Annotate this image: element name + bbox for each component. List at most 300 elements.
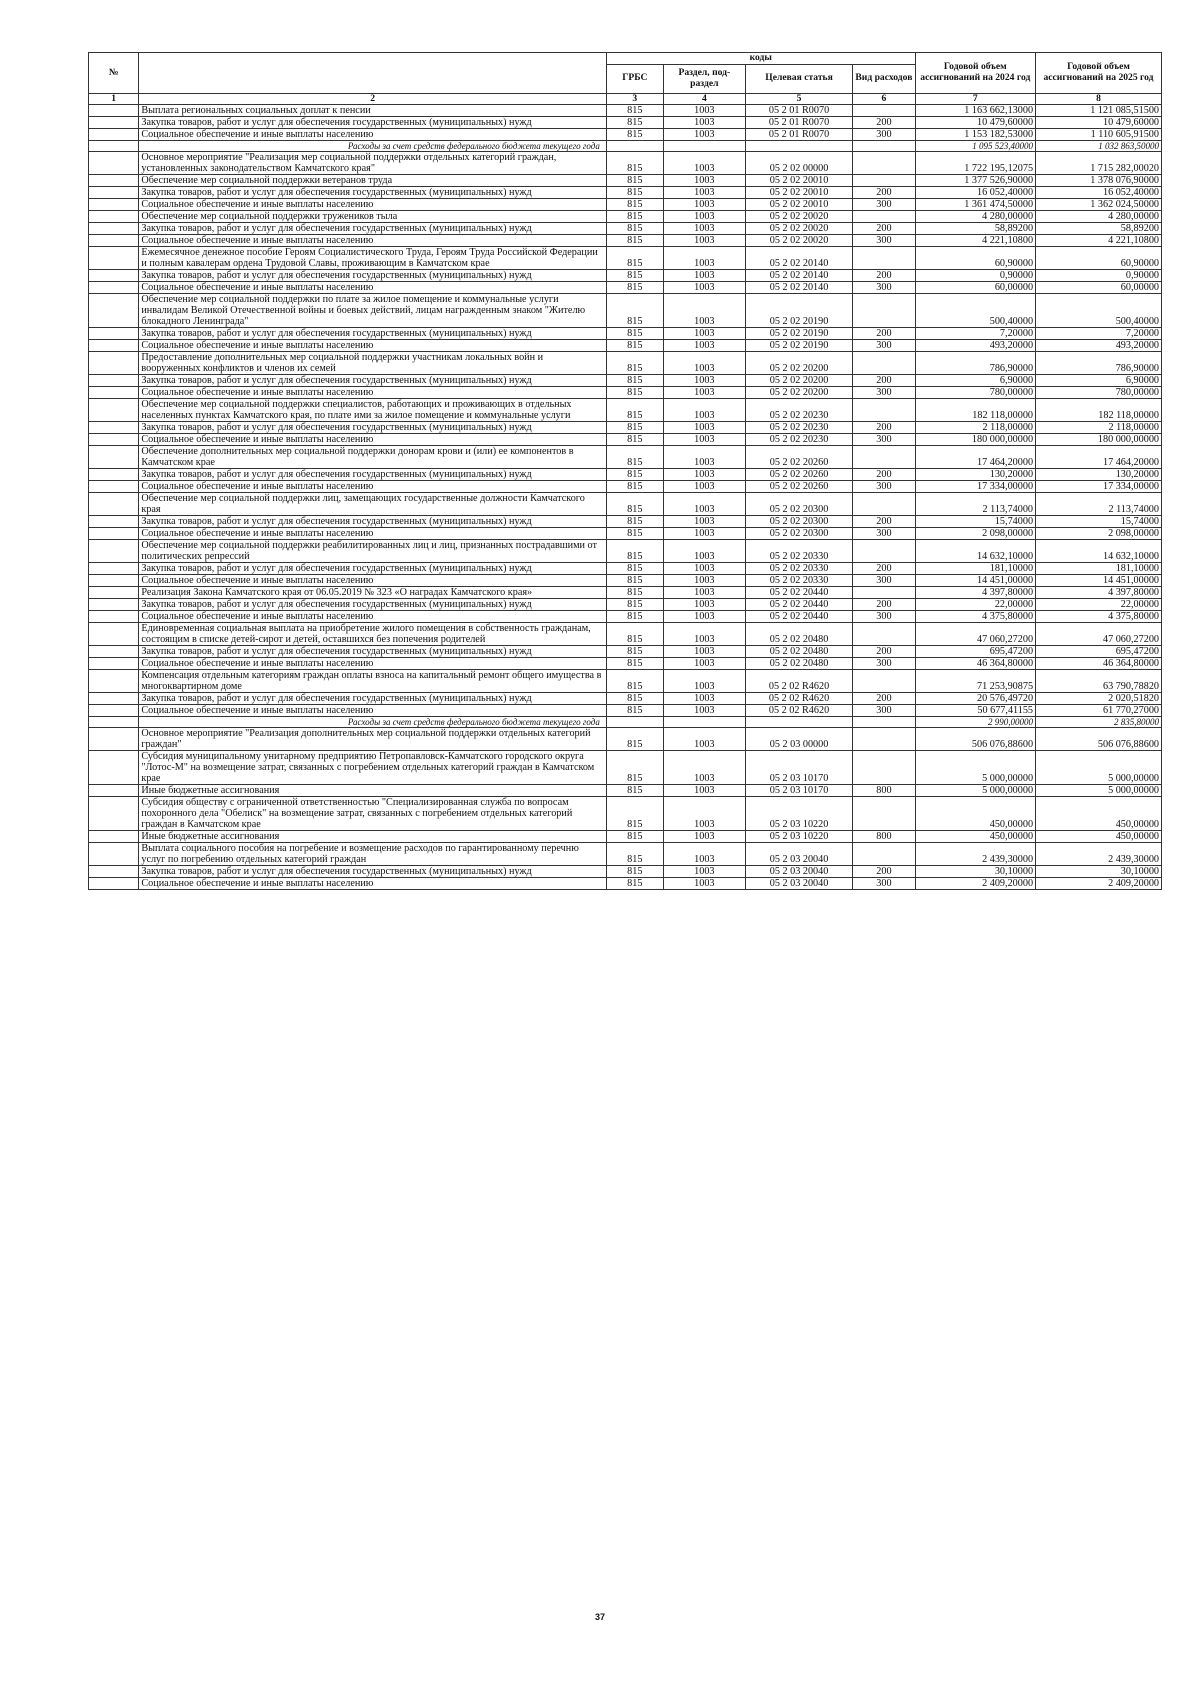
header-section: Раздел, под-раздел <box>663 64 745 93</box>
column-number: 7 <box>915 93 1035 105</box>
row-expense-type-cell <box>853 751 915 785</box>
header-codes: коды <box>606 53 915 65</box>
row-volume-2025-cell: 1 032 863,50000 <box>1036 141 1162 152</box>
row-name-cell: Закупка товаров, работ и услуг для обеспечения государственных (муниципальных) нужд <box>139 270 607 282</box>
row-expense-type-cell: 200 <box>853 563 915 575</box>
row-grbs-cell: 815 <box>606 399 663 422</box>
row-grbs-cell: 815 <box>606 493 663 516</box>
row-target-cell: 05 2 02 20440 <box>745 599 852 611</box>
row-volume-2025-cell: 63 790,78820 <box>1036 670 1162 693</box>
table-row <box>89 199 1162 211</box>
row-number-cell <box>89 270 139 282</box>
table-row <box>89 340 1162 352</box>
row-target-cell <box>745 717 852 728</box>
row-section-cell: 1003 <box>663 235 745 247</box>
row-expense-type-cell: 200 <box>853 328 915 340</box>
row-number-cell <box>89 328 139 340</box>
row-name-cell: Социальное обеспечение и иные выплаты населению <box>139 434 607 446</box>
row-section-cell: 1003 <box>663 693 745 705</box>
row-name-cell: Социальное обеспечение и иные выплаты населению <box>139 528 607 540</box>
table-row <box>89 105 1162 117</box>
row-grbs-cell: 815 <box>606 658 663 670</box>
column-number: 6 <box>853 93 915 105</box>
row-name-cell: Социальное обеспечение и иные выплаты населению <box>139 481 607 493</box>
row-number-cell <box>89 493 139 516</box>
row-section-cell: 1003 <box>663 387 745 399</box>
row-name-cell: Основное мероприятие "Реализация дополнительных мер социальной поддержки отдельных категорий граждан" <box>139 728 607 751</box>
column-number: 5 <box>745 93 852 105</box>
row-number-cell <box>89 646 139 658</box>
row-grbs-cell: 815 <box>606 693 663 705</box>
row-expense-type-cell: 200 <box>853 270 915 282</box>
row-volume-2025-cell: 2 835,80000 <box>1036 717 1162 728</box>
row-volume-2024-cell: 2 118,00000 <box>915 422 1035 434</box>
row-volume-2025-cell: 4 221,10800 <box>1036 235 1162 247</box>
row-section-cell: 1003 <box>663 446 745 469</box>
header-name <box>139 53 607 94</box>
budget-table <box>88 52 1162 890</box>
row-grbs-cell: 815 <box>606 446 663 469</box>
row-target-cell: 05 2 01 R0070 <box>745 129 852 141</box>
row-expense-type-cell <box>853 152 915 175</box>
row-target-cell: 05 2 02 20200 <box>745 375 852 387</box>
row-name-cell: Социальное обеспечение и иные выплаты населению <box>139 575 607 587</box>
row-section-cell: 1003 <box>663 282 745 294</box>
row-number-cell <box>89 469 139 481</box>
table-row <box>89 294 1162 328</box>
row-expense-type-cell: 800 <box>853 785 915 797</box>
column-number: 4 <box>663 93 745 105</box>
row-section-cell: 1003 <box>663 129 745 141</box>
table-row <box>89 587 1162 599</box>
row-volume-2024-cell: 4 280,00000 <box>915 211 1035 223</box>
row-volume-2024-cell: 2 113,74000 <box>915 493 1035 516</box>
row-expense-type-cell <box>853 717 915 728</box>
table-row <box>89 375 1162 387</box>
row-volume-2024-cell: 506 076,88600 <box>915 728 1035 751</box>
row-volume-2025-cell: 15,74000 <box>1036 516 1162 528</box>
row-number-cell <box>89 422 139 434</box>
table-row <box>89 152 1162 175</box>
row-number-cell <box>89 175 139 187</box>
table-row <box>89 646 1162 658</box>
row-expense-type-cell <box>853 843 915 866</box>
row-number-cell <box>89 599 139 611</box>
column-number-row <box>89 93 1162 105</box>
row-volume-2025-cell: 780,00000 <box>1036 387 1162 399</box>
row-number-cell <box>89 658 139 670</box>
row-volume-2024-cell: 71 253,90875 <box>915 670 1035 693</box>
row-section-cell: 1003 <box>663 211 745 223</box>
row-section-cell: 1003 <box>663 152 745 175</box>
row-name-cell: Закупка товаров, работ и услуг для обеспечения государственных (муниципальных) нужд <box>139 563 607 575</box>
row-volume-2025-cell: 450,00000 <box>1036 831 1162 843</box>
row-name-cell: Социальное обеспечение и иные выплаты населению <box>139 611 607 623</box>
row-grbs-cell: 815 <box>606 294 663 328</box>
row-grbs-cell: 815 <box>606 328 663 340</box>
row-volume-2024-cell: 60,90000 <box>915 247 1035 270</box>
row-target-cell: 05 2 02 20010 <box>745 199 852 211</box>
table-row <box>89 751 1162 785</box>
row-volume-2025-cell: 493,20000 <box>1036 340 1162 352</box>
row-grbs-cell: 815 <box>606 247 663 270</box>
row-expense-type-cell: 300 <box>853 658 915 670</box>
row-section-cell: 1003 <box>663 375 745 387</box>
column-number: 2 <box>139 93 607 105</box>
table-row <box>89 247 1162 270</box>
row-name-cell: Субсидия обществу с ограниченной ответственностью "Специализированная служба по вопросам похоронного дела "Обелиск" на возмещение затрат, связанных с погребением отдельных категорий граждан в Камчатском крае <box>139 797 607 831</box>
column-number: 8 <box>1036 93 1162 105</box>
row-name-cell: Социальное обеспечение и иные выплаты населению <box>139 340 607 352</box>
row-grbs-cell: 815 <box>606 540 663 563</box>
row-number-cell <box>89 375 139 387</box>
row-section-cell: 1003 <box>663 599 745 611</box>
row-grbs-cell: 815 <box>606 387 663 399</box>
table-row <box>89 599 1162 611</box>
row-volume-2024-cell: 14 632,10000 <box>915 540 1035 563</box>
row-volume-2025-cell: 46 364,80000 <box>1036 658 1162 670</box>
row-section-cell: 1003 <box>663 843 745 866</box>
row-volume-2025-cell: 4 397,80000 <box>1036 587 1162 599</box>
table-row <box>89 611 1162 623</box>
row-number-cell <box>89 516 139 528</box>
row-target-cell: 05 2 01 R0070 <box>745 105 852 117</box>
row-volume-2024-cell: 1 095 523,40000 <box>915 141 1035 152</box>
row-number-cell <box>89 105 139 117</box>
row-grbs-cell: 815 <box>606 646 663 658</box>
row-expense-type-cell <box>853 175 915 187</box>
column-number: 3 <box>606 93 663 105</box>
row-target-cell: 05 2 03 10220 <box>745 797 852 831</box>
row-section-cell: 1003 <box>663 516 745 528</box>
row-section-cell: 1003 <box>663 294 745 328</box>
row-expense-type-cell: 200 <box>853 693 915 705</box>
row-volume-2024-cell: 20 576,49720 <box>915 693 1035 705</box>
row-target-cell: 05 2 02 20010 <box>745 187 852 199</box>
row-name-cell: Закупка товаров, работ и услуг для обеспечения государственных (муниципальных) нужд <box>139 328 607 340</box>
row-expense-type-cell: 300 <box>853 434 915 446</box>
row-expense-type-cell <box>853 587 915 599</box>
row-section-cell: 1003 <box>663 611 745 623</box>
table-row <box>89 481 1162 493</box>
table-row <box>89 670 1162 693</box>
row-name-cell: Компенсация отдельным категориям граждан оплаты взноса на капитальный ремонт общего имущества в многоквартирном доме <box>139 670 607 693</box>
row-expense-type-cell: 300 <box>853 340 915 352</box>
row-expense-type-cell: 200 <box>853 422 915 434</box>
row-grbs-cell: 815 <box>606 705 663 717</box>
row-expense-type-cell: 200 <box>853 646 915 658</box>
page-number: 37 <box>594 1612 605 1622</box>
row-grbs-cell: 815 <box>606 516 663 528</box>
row-number-cell <box>89 797 139 831</box>
row-target-cell: 05 2 01 R0070 <box>745 117 852 129</box>
row-volume-2024-cell: 1 153 182,53000 <box>915 129 1035 141</box>
row-number-cell <box>89 340 139 352</box>
row-target-cell: 05 2 02 20200 <box>745 387 852 399</box>
table-row <box>89 866 1162 878</box>
row-number-cell <box>89 575 139 587</box>
row-name-cell: Обеспечение мер социальной поддержки по плате за жилое помещение и коммунальные услуги инвалидам Великой Отечественной войны и боевых действий, лицам награжденным знаком "Жителю блокадного Ленинграда" <box>139 294 607 328</box>
table-row <box>89 540 1162 563</box>
table-row <box>89 785 1162 797</box>
row-number-cell <box>89 540 139 563</box>
row-volume-2025-cell: 2 118,00000 <box>1036 422 1162 434</box>
row-volume-2025-cell: 58,89200 <box>1036 223 1162 235</box>
row-name-cell: Закупка товаров, работ и услуг для обеспечения государственных (муниципальных) нужд <box>139 375 607 387</box>
row-number-cell <box>89 235 139 247</box>
row-name-cell: Единовременная социальная выплата на приобретение жилого помещения в собственность гражданам, состоящим в списке детей-сирот и детей, оставшихся без попечения родителей <box>139 623 607 646</box>
row-expense-type-cell <box>853 399 915 422</box>
header-number: № <box>89 53 139 94</box>
table-row <box>89 328 1162 340</box>
row-name-cell: Закупка товаров, работ и услуг для обеспечения государственных (муниципальных) нужд <box>139 516 607 528</box>
row-volume-2025-cell: 22,00000 <box>1036 599 1162 611</box>
row-volume-2024-cell: 493,20000 <box>915 340 1035 352</box>
row-volume-2024-cell: 2 409,20000 <box>915 878 1035 890</box>
table-row <box>89 693 1162 705</box>
table-row <box>89 575 1162 587</box>
row-volume-2025-cell: 60,90000 <box>1036 247 1162 270</box>
federal-budget-row <box>89 141 1162 152</box>
row-volume-2024-cell: 14 451,00000 <box>915 575 1035 587</box>
table-row <box>89 528 1162 540</box>
row-number-cell <box>89 211 139 223</box>
row-volume-2025-cell: 17 334,00000 <box>1036 481 1162 493</box>
header-target: Целевая статья <box>745 64 852 93</box>
row-grbs-cell <box>606 141 663 152</box>
row-volume-2025-cell: 2 113,74000 <box>1036 493 1162 516</box>
row-volume-2024-cell: 17 334,00000 <box>915 481 1035 493</box>
row-name-cell: Закупка товаров, работ и услуг для обеспечения государственных (муниципальных) нужд <box>139 693 607 705</box>
row-section-cell: 1003 <box>663 728 745 751</box>
row-expense-type-cell: 200 <box>853 223 915 235</box>
row-section-cell: 1003 <box>663 199 745 211</box>
row-grbs-cell: 815 <box>606 728 663 751</box>
row-expense-type-cell: 300 <box>853 199 915 211</box>
row-expense-type-cell <box>853 728 915 751</box>
row-volume-2024-cell: 695,47200 <box>915 646 1035 658</box>
row-section-cell: 1003 <box>663 105 745 117</box>
row-target-cell: 05 2 02 20010 <box>745 175 852 187</box>
row-expense-type-cell <box>853 352 915 375</box>
row-volume-2024-cell: 4 221,10800 <box>915 235 1035 247</box>
row-volume-2024-cell: 786,90000 <box>915 352 1035 375</box>
row-target-cell: 05 2 02 20190 <box>745 340 852 352</box>
row-volume-2025-cell: 30,10000 <box>1036 866 1162 878</box>
row-number-cell <box>89 528 139 540</box>
row-grbs-cell: 815 <box>606 434 663 446</box>
row-target-cell: 05 2 02 20140 <box>745 270 852 282</box>
table-row <box>89 434 1162 446</box>
row-section-cell: 1003 <box>663 352 745 375</box>
row-number-cell <box>89 247 139 270</box>
row-name-cell: Социальное обеспечение и иные выплаты населению <box>139 387 607 399</box>
row-number-cell <box>89 187 139 199</box>
row-name-cell: Закупка товаров, работ и услуг для обеспечения государственных (муниципальных) нужд <box>139 187 607 199</box>
row-target-cell: 05 2 02 20330 <box>745 563 852 575</box>
row-expense-type-cell <box>853 540 915 563</box>
row-expense-type-cell <box>853 623 915 646</box>
table-row <box>89 117 1162 129</box>
row-grbs-cell: 815 <box>606 843 663 866</box>
row-volume-2024-cell: 5 000,00000 <box>915 751 1035 785</box>
row-name-cell: Обеспечение мер социальной поддержки специалистов, работающих и проживающих в отдельных населенных пунктах Камчатского края, по плате ими за жилое помещение и коммунальные услуги <box>139 399 607 422</box>
row-target-cell: 05 2 02 20330 <box>745 575 852 587</box>
row-section-cell: 1003 <box>663 705 745 717</box>
table-row <box>89 175 1162 187</box>
row-name-cell: Расходы за счет средств федерального бюджета текущего года <box>139 717 607 728</box>
row-number-cell <box>89 831 139 843</box>
federal-budget-row <box>89 717 1162 728</box>
table-row <box>89 235 1162 247</box>
row-volume-2024-cell: 2 439,30000 <box>915 843 1035 866</box>
row-grbs-cell: 815 <box>606 878 663 890</box>
row-section-cell: 1003 <box>663 247 745 270</box>
row-expense-type-cell: 300 <box>853 575 915 587</box>
row-volume-2024-cell: 0,90000 <box>915 270 1035 282</box>
row-volume-2025-cell: 2 020,51820 <box>1036 693 1162 705</box>
row-target-cell: 05 2 02 20230 <box>745 422 852 434</box>
row-volume-2025-cell: 1 121 085,51500 <box>1036 105 1162 117</box>
row-grbs-cell: 815 <box>606 282 663 294</box>
table-body <box>89 105 1162 890</box>
table-row <box>89 705 1162 717</box>
row-number-cell <box>89 866 139 878</box>
row-target-cell: 05 2 02 20190 <box>745 328 852 340</box>
row-volume-2024-cell: 10 479,60000 <box>915 117 1035 129</box>
row-target-cell: 05 2 02 20190 <box>745 294 852 328</box>
row-section-cell: 1003 <box>663 493 745 516</box>
row-expense-type-cell <box>853 247 915 270</box>
row-expense-type-cell: 300 <box>853 878 915 890</box>
row-target-cell: 05 2 02 20480 <box>745 623 852 646</box>
row-target-cell: 05 2 02 20230 <box>745 434 852 446</box>
column-number: 1 <box>89 93 139 105</box>
row-volume-2024-cell: 50 677,41155 <box>915 705 1035 717</box>
table-row <box>89 211 1162 223</box>
row-number-cell <box>89 587 139 599</box>
table-row <box>89 563 1162 575</box>
row-section-cell: 1003 <box>663 623 745 646</box>
row-grbs-cell: 815 <box>606 587 663 599</box>
row-volume-2024-cell: 780,00000 <box>915 387 1035 399</box>
row-volume-2025-cell: 4 375,80000 <box>1036 611 1162 623</box>
row-volume-2024-cell: 7,20000 <box>915 328 1035 340</box>
row-grbs-cell: 815 <box>606 375 663 387</box>
row-volume-2024-cell: 22,00000 <box>915 599 1035 611</box>
table-row <box>89 469 1162 481</box>
header-expense-type: Вид расходов <box>853 64 915 93</box>
row-number-cell <box>89 129 139 141</box>
row-expense-type-cell: 300 <box>853 282 915 294</box>
row-target-cell: 05 2 02 R4620 <box>745 693 852 705</box>
row-volume-2025-cell: 2 098,00000 <box>1036 528 1162 540</box>
row-section-cell: 1003 <box>663 866 745 878</box>
row-volume-2025-cell: 14 632,10000 <box>1036 540 1162 563</box>
row-target-cell: 05 2 02 20300 <box>745 493 852 516</box>
row-volume-2025-cell: 5 000,00000 <box>1036 751 1162 785</box>
table-row <box>89 422 1162 434</box>
table-row <box>89 399 1162 422</box>
row-expense-type-cell <box>853 670 915 693</box>
row-section-cell: 1003 <box>663 187 745 199</box>
row-target-cell: 05 2 02 20440 <box>745 587 852 599</box>
row-volume-2024-cell: 46 364,80000 <box>915 658 1035 670</box>
table-row <box>89 493 1162 516</box>
row-name-cell: Выплата социального пособия на погребение и возмещение расходов по гарантированному перечню услуг по погребению отдельных категорий граждан <box>139 843 607 866</box>
row-volume-2024-cell: 16 052,40000 <box>915 187 1035 199</box>
row-name-cell: Выплата региональных социальных доплат к пенсии <box>139 105 607 117</box>
row-section-cell: 1003 <box>663 340 745 352</box>
row-number-cell <box>89 446 139 469</box>
row-number-cell <box>89 223 139 235</box>
row-volume-2025-cell: 5 000,00000 <box>1036 785 1162 797</box>
row-number-cell <box>89 728 139 751</box>
row-grbs-cell: 815 <box>606 235 663 247</box>
row-volume-2025-cell: 1 362 024,50000 <box>1036 199 1162 211</box>
row-section-cell: 1003 <box>663 328 745 340</box>
row-grbs-cell: 815 <box>606 469 663 481</box>
row-number-cell <box>89 294 139 328</box>
row-number-cell <box>89 434 139 446</box>
row-number-cell <box>89 693 139 705</box>
row-target-cell: 05 2 02 20330 <box>745 540 852 563</box>
row-target-cell: 05 2 03 00000 <box>745 728 852 751</box>
row-section-cell <box>663 141 745 152</box>
row-expense-type-cell: 200 <box>853 469 915 481</box>
row-target-cell: 05 2 03 10220 <box>745 831 852 843</box>
row-section-cell: 1003 <box>663 469 745 481</box>
row-section-cell: 1003 <box>663 575 745 587</box>
row-expense-type-cell: 200 <box>853 117 915 129</box>
table-row <box>89 843 1162 866</box>
row-expense-type-cell: 200 <box>853 866 915 878</box>
row-grbs-cell: 815 <box>606 129 663 141</box>
row-volume-2024-cell: 1 722 195,12075 <box>915 152 1035 175</box>
row-target-cell: 05 2 02 20230 <box>745 399 852 422</box>
row-grbs-cell: 815 <box>606 352 663 375</box>
row-target-cell: 05 2 03 20040 <box>745 878 852 890</box>
row-expense-type-cell <box>853 294 915 328</box>
table-row <box>89 352 1162 375</box>
row-number-cell <box>89 843 139 866</box>
table-row <box>89 797 1162 831</box>
row-name-cell: Субсидия муниципальному унитарному предприятию Петропавловск-Камчатского городского округа "Лотос-М" на возмещение затрат, связанных с погребением отдельных категорий граждан в Камчатском крае <box>139 751 607 785</box>
row-target-cell: 05 2 03 20040 <box>745 866 852 878</box>
row-volume-2025-cell: 10 479,60000 <box>1036 117 1162 129</box>
row-expense-type-cell <box>853 141 915 152</box>
header-volume-2024: Годовой объем ассигнований на 2024 год <box>915 53 1035 94</box>
row-target-cell: 05 2 02 20480 <box>745 658 852 670</box>
table-row <box>89 387 1162 399</box>
row-section-cell: 1003 <box>663 797 745 831</box>
row-volume-2024-cell: 2 098,00000 <box>915 528 1035 540</box>
row-expense-type-cell: 300 <box>853 611 915 623</box>
row-volume-2024-cell: 130,20000 <box>915 469 1035 481</box>
row-volume-2025-cell: 180 000,00000 <box>1036 434 1162 446</box>
table-row <box>89 270 1162 282</box>
row-section-cell: 1003 <box>663 831 745 843</box>
row-grbs-cell: 815 <box>606 211 663 223</box>
row-name-cell: Обеспечение мер социальной поддержки лиц, замещающих государственные должности Камчатского края <box>139 493 607 516</box>
row-expense-type-cell <box>853 105 915 117</box>
row-target-cell: 05 2 02 20480 <box>745 646 852 658</box>
row-name-cell: Обеспечение мер социальной поддержки тружеников тыла <box>139 211 607 223</box>
row-number-cell <box>89 399 139 422</box>
row-section-cell <box>663 717 745 728</box>
row-number-cell <box>89 152 139 175</box>
row-target-cell: 05 2 02 20140 <box>745 282 852 294</box>
